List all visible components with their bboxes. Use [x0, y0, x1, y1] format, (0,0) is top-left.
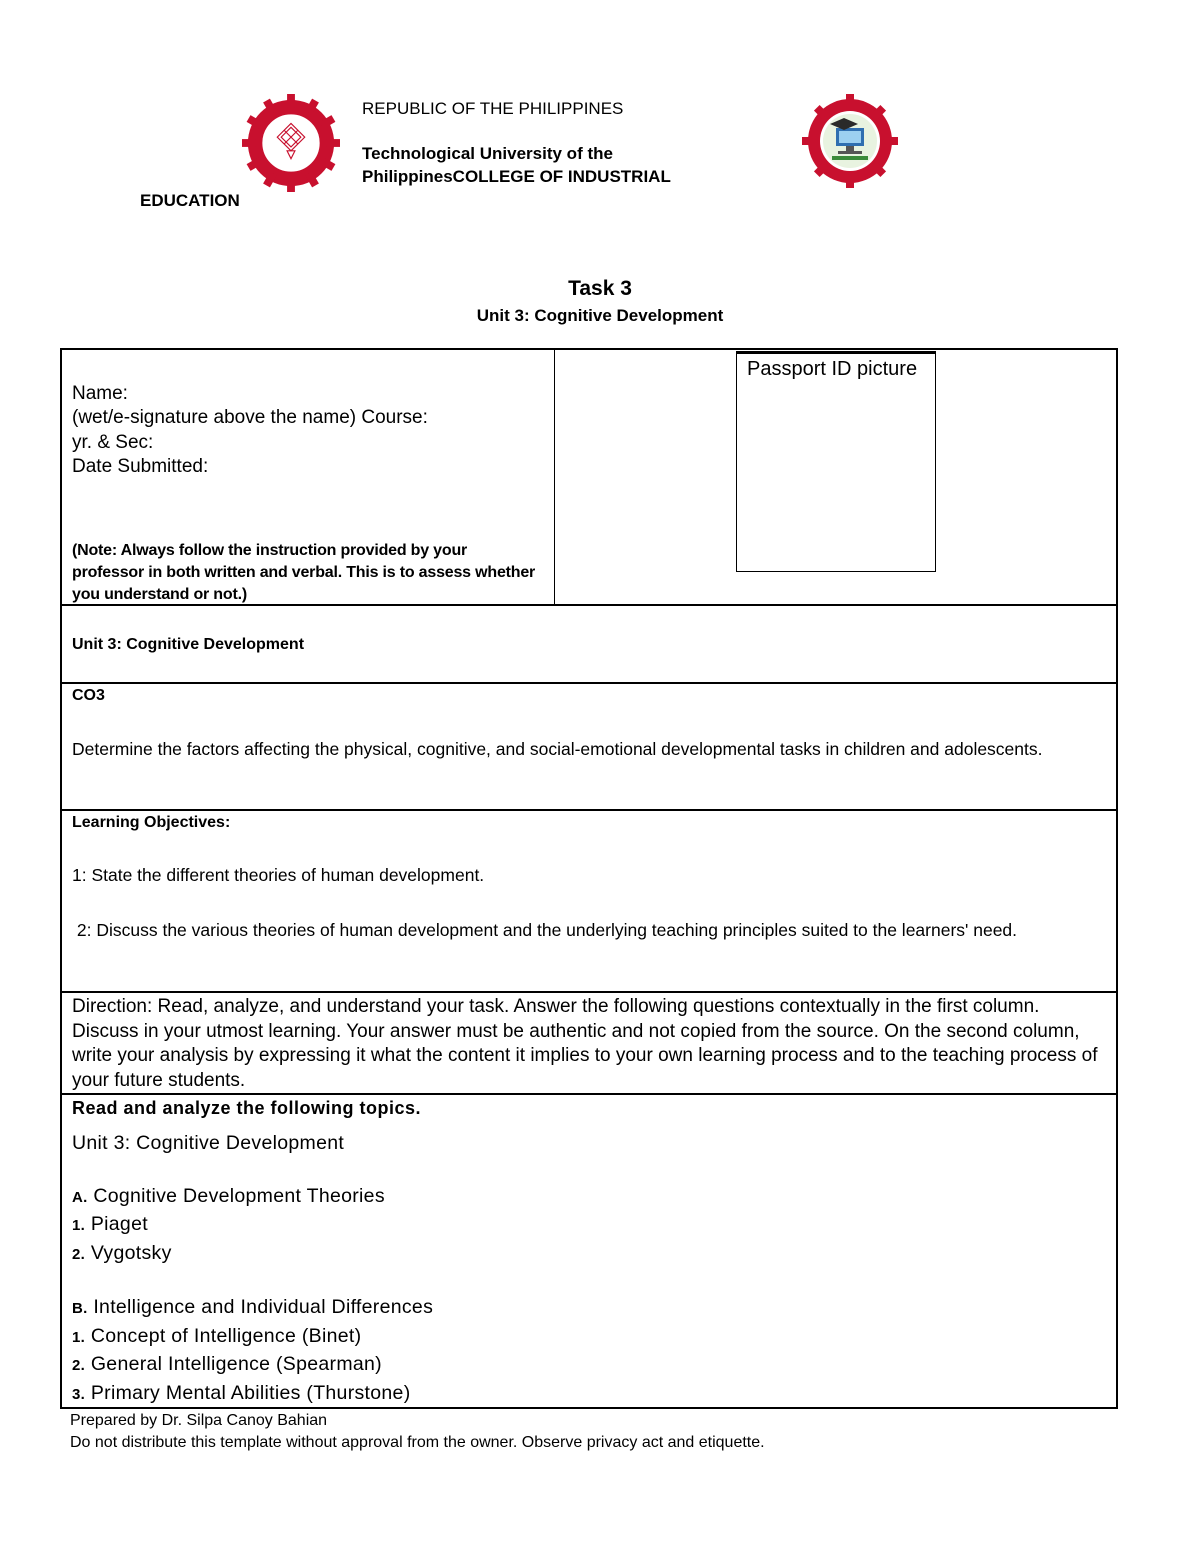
topic-marker: 2. — [72, 1357, 86, 1374]
row-divider — [62, 809, 1116, 811]
cie-seal-logo — [800, 94, 900, 188]
topics-cell — [72, 1096, 1102, 1408]
row-divider — [62, 1093, 1116, 1095]
topic-marker: 2. — [72, 1245, 86, 1263]
direction-text: Direction: Read, analyze, and understand your task. Answer the following questions contextually in the first column. Discuss in your utmost learning. Your answer must be authentic and not copied from the source. On the second column, write your analysis by expressing it what the content it implies to your own learning process and to the teaching process of your future students. — [72, 996, 1098, 1091]
unit-row-label: Unit 3: Cognitive Development — [72, 636, 305, 653]
topic-item-text: Primary Mental Abilities (Thurstone) — [90, 1381, 411, 1404]
passport-photo-box[interactable]: Passport ID picture — [736, 351, 936, 572]
task-title: Task 3 — [568, 277, 632, 300]
column-divider — [554, 350, 555, 605]
name-field-label[interactable]: Name: — [72, 383, 128, 404]
topic-item-text: Piaget — [90, 1213, 148, 1235]
topics-unit-label: Unit 3: Cognitive Development — [72, 1132, 345, 1154]
learning-objective-item: 1: State the different theories of human development. — [72, 865, 485, 885]
topic-item-text: Vygotsky — [90, 1241, 172, 1264]
row-divider — [62, 682, 1116, 684]
student-info-cell — [72, 381, 542, 480]
learning-objectives-heading: Learning Objectives: — [72, 814, 231, 831]
topic-item — [72, 1240, 1102, 1269]
task-subtitle: Unit 3: Cognitive Development — [476, 306, 724, 325]
distribution-notice: Do not distribute this template without approval from the owner. Observe privacy act and etiquette. — [70, 1434, 765, 1451]
topic-item — [72, 1380, 1102, 1409]
topic-item — [72, 1351, 1102, 1380]
row-divider — [62, 991, 1116, 993]
yr-sec-label[interactable]: yr. & Sec: — [72, 431, 154, 453]
task-form-table — [60, 348, 1118, 1409]
topic-item — [72, 1323, 1102, 1352]
signature-course-label[interactable]: (wet/e-signature above the name) Course: — [72, 407, 428, 428]
learning-objective-item: 2: Discuss the various theories of human development and the underlying teaching principles suited to the learners' need. — [72, 920, 1018, 940]
topic-marker: B. — [72, 1300, 88, 1317]
topic-item-text: Concept of Intelligence (Binet) — [90, 1324, 362, 1347]
course-outcome-code: CO3 — [72, 687, 105, 704]
date-submitted-label[interactable]: Date Submitted: — [72, 456, 209, 477]
topic-marker: 1. — [72, 1328, 86, 1346]
topic-title: Intelligence and Individual Differences — [93, 1296, 434, 1318]
course-outcome-text: Determine the factors affecting the physical, cognitive, and social-emotional developmental tasks in children and adolescents. — [72, 739, 1043, 759]
instruction-note: (Note: Always follow the instruction provided by your professor in both written and verbal. This is to assess whether you understand or not.) — [72, 542, 536, 603]
college-education-label: EDUCATION — [140, 191, 240, 210]
prepared-by-footer: Prepared by Dr. Silpa Canoy Bahian — [70, 1412, 328, 1429]
topic-item — [72, 1211, 1102, 1240]
topic-title: Cognitive Development Theories — [93, 1184, 385, 1207]
university-name-line2: PhilippinesCOLLEGE OF INDUSTRIAL — [362, 167, 671, 186]
topic-section-a — [72, 1183, 1102, 1212]
topic-marker: 1. — [72, 1217, 86, 1234]
topic-item-text: General Intelligence (Spearman) — [90, 1353, 382, 1375]
tup-seal-logo — [242, 94, 340, 192]
topics-heading: Read and analyze the following topics. — [72, 1098, 422, 1118]
topic-marker: A. — [72, 1188, 88, 1206]
republic-heading: REPUBLIC OF THE PHILIPPINES — [362, 99, 624, 118]
topic-section-b — [72, 1294, 1102, 1323]
topic-marker: 3. — [72, 1385, 86, 1403]
university-name-line1: Technological University of the — [362, 144, 613, 163]
